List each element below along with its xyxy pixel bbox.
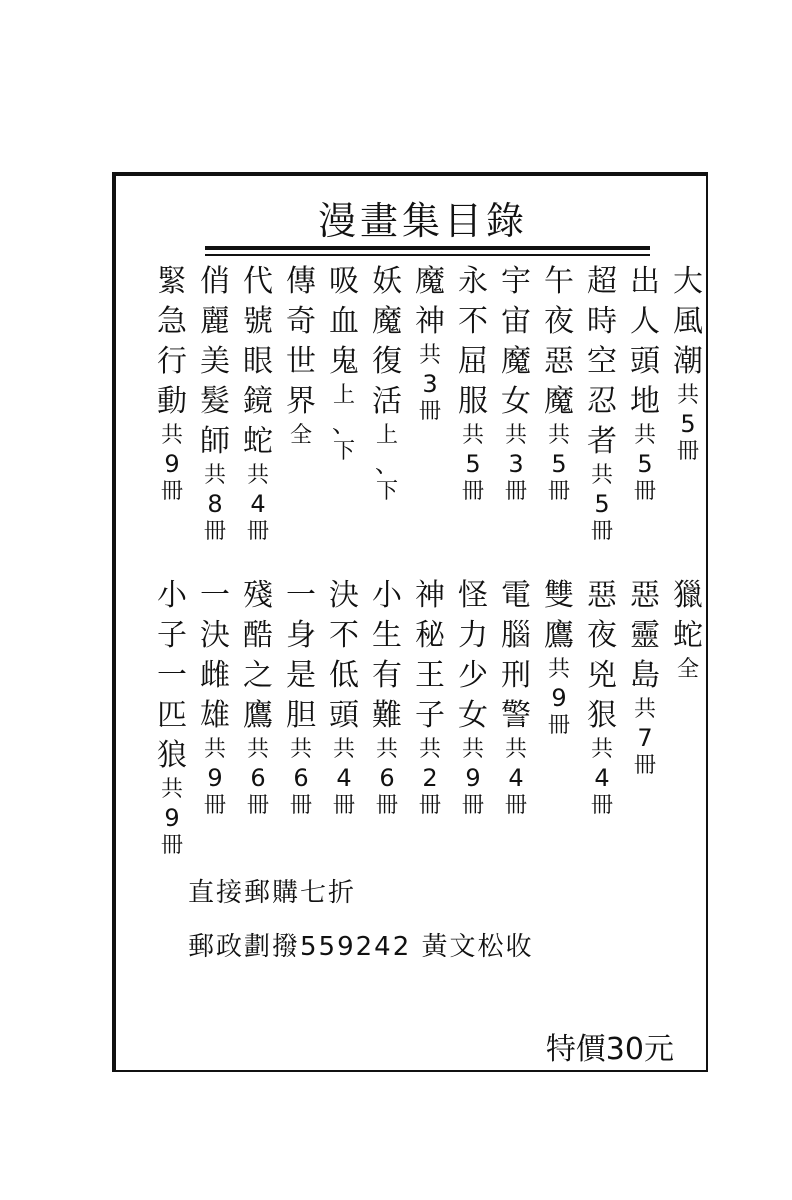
catalog-entry [582,262,622,546]
entry-unit: 冊 [203,519,226,544]
entry-volume: 3 [422,370,438,398]
catalog-entry [367,262,407,506]
entry-unit: 冊 [547,479,570,504]
catalog-entry [152,576,192,860]
entry-unit: 冊 [289,793,312,818]
entry-count-label: 共 [590,737,613,762]
entry-unit: 冊 [504,479,527,504]
entry-title: 小 子 一 匹 狼 [157,578,187,773]
catalog-entry [453,262,493,506]
entry-volume: 2 [422,764,438,792]
entry-count-label: 共 [547,657,570,682]
entry-count-label: 共 [590,463,613,488]
catalog-entry [281,576,321,820]
entry-unit: 下 [332,439,355,464]
title-underline [205,246,650,250]
entry-volume: 9 [164,804,180,832]
entry-title: 電 腦 刑 警 [501,578,531,733]
entry-title: 小 生 有 難 [372,578,402,733]
entry-count-label: 共 [332,737,355,762]
entry-count-label: 共 [289,737,312,762]
entry-volume: 、 [375,450,399,478]
entry-volume: 4 [250,490,266,518]
entry-count-label: 共 [461,737,484,762]
entry-unit: 冊 [246,793,269,818]
catalog-entry [539,262,579,506]
catalog-entry [324,262,364,466]
entry-volume: 5 [594,490,610,518]
catalog-entry [238,576,278,820]
title-underline-thin [205,254,650,256]
entry-title: 決 不 低 頭 [329,578,359,733]
entry-volume: 、 [332,410,356,438]
entry-title: 殘 酷 之 鷹 [243,578,273,733]
entry-volume: 9 [164,450,180,478]
entry-title: 一 身 是 胆 [286,578,316,733]
entry-volume: 4 [336,764,352,792]
entry-unit: 冊 [504,793,527,818]
catalog-title: 漫畫集目錄 [318,199,529,243]
entry-volume: 6 [293,764,309,792]
entry-volume: 5 [465,450,481,478]
entry-count-label: 共 [547,423,570,448]
entry-unit: 冊 [590,519,613,544]
catalog-entry [539,576,579,740]
catalog-entry [496,576,536,820]
entry-count-label: 共 [203,737,226,762]
entry-title: 一 決 雌 雄 [200,578,230,733]
catalog-entry [367,576,407,820]
entry-title: 雙 鷹 [544,578,574,653]
entry-unit: 冊 [633,753,656,778]
entry-count-label: 共 [504,737,527,762]
entry-title: 出 人 頭 地 [630,264,660,419]
entry-title: 傳 奇 世 界 [286,264,316,419]
entry-title: 惡 夜 兇 狠 [587,578,617,733]
entry-title: 午 夜 惡 魔 [544,264,574,419]
entry-title: 宇 宙 魔 女 [501,264,531,419]
entry-unit: 冊 [461,479,484,504]
catalog-entry [410,576,450,820]
entry-count-label: 共 [160,777,183,802]
catalog-entry [195,576,235,820]
entry-count-label: 全 [676,657,699,682]
entry-volume: 9 [207,764,223,792]
entry-count-label: 共 [504,423,527,448]
catalog-entry [668,262,708,466]
entry-count-label: 共 [676,383,699,408]
entry-title: 超 時 空 忍 者 [587,264,617,459]
entry-title: 大 風 潮 [673,264,703,379]
entry-volume: 8 [207,490,223,518]
entry-unit: 冊 [633,479,656,504]
entry-count-label: 共 [375,737,398,762]
entry-count-label: 共 [203,463,226,488]
entry-title: 怪 力 少 女 [458,578,488,733]
catalog-entry [281,262,321,450]
entry-count-label: 共 [418,737,441,762]
catalog-entry [152,262,192,506]
special-price: 特價30元 [545,1032,674,1067]
entry-title: 永 不 屈 服 [458,264,488,419]
entry-count-label: 共 [633,423,656,448]
entry-count-label: 共 [246,463,269,488]
entry-count-label: 共 [633,697,656,722]
entry-title: 魔 神 [415,264,445,339]
entry-unit: 冊 [203,793,226,818]
catalog-entry [582,576,622,820]
catalog-entry [496,262,536,506]
catalog-entry [238,262,278,546]
entry-count-label: 共 [160,423,183,448]
entry-title: 神 秘 王 子 [415,578,445,733]
entry-volume: 5 [637,450,653,478]
entry-count-label: 上 [332,383,355,408]
entry-unit: 冊 [418,793,441,818]
entry-count-label: 共 [461,423,484,448]
entry-count-label: 上 [375,423,398,448]
entry-volume: 6 [250,764,266,792]
entry-unit: 冊 [461,793,484,818]
entry-title: 獵 蛇 [673,578,703,653]
entry-unit: 冊 [418,399,441,424]
entry-title: 緊 急 行 動 [157,264,187,419]
entry-unit: 冊 [375,793,398,818]
entry-unit: 冊 [676,439,699,464]
entry-unit: 冊 [547,713,570,738]
entry-unit: 冊 [590,793,613,818]
entry-volume: 5 [680,410,696,438]
entry-title: 吸 血 鬼 [329,264,359,379]
catalog-entry [453,576,493,820]
entry-title: 代 號 眼 鏡 蛇 [243,264,273,459]
entry-volume: 9 [551,684,567,712]
entry-volume: 7 [637,724,653,752]
catalog-entry [324,576,364,820]
entry-volume: 3 [508,450,524,478]
entry-unit: 冊 [160,833,183,858]
entry-unit: 冊 [246,519,269,544]
entry-count-label: 共 [418,343,441,368]
entry-volume: 6 [379,764,395,792]
catalog-entry [625,262,665,506]
entry-unit: 下 [375,479,398,504]
entry-count-label: 共 [246,737,269,762]
entry-count-label: 全 [289,423,312,448]
entry-volume: 4 [508,764,524,792]
entry-unit: 冊 [160,479,183,504]
entry-volume: 5 [551,450,567,478]
entry-volume: 9 [465,764,481,792]
entry-title: 妖 魔 復 活 [372,264,402,419]
postal-transfer-note: 郵政劃撥559242 黃文松收 [188,932,534,962]
catalog-entry [410,262,450,426]
catalog-entry [668,576,708,684]
mail-order-note: 直接郵購七折 [188,878,357,908]
entry-title: 惡 靈 島 [630,578,660,693]
entry-volume: 4 [594,764,610,792]
catalog-entry [625,576,665,780]
entry-title: 俏 麗 美 髮 師 [200,264,230,459]
entry-unit: 冊 [332,793,355,818]
catalog-entry [195,262,235,546]
